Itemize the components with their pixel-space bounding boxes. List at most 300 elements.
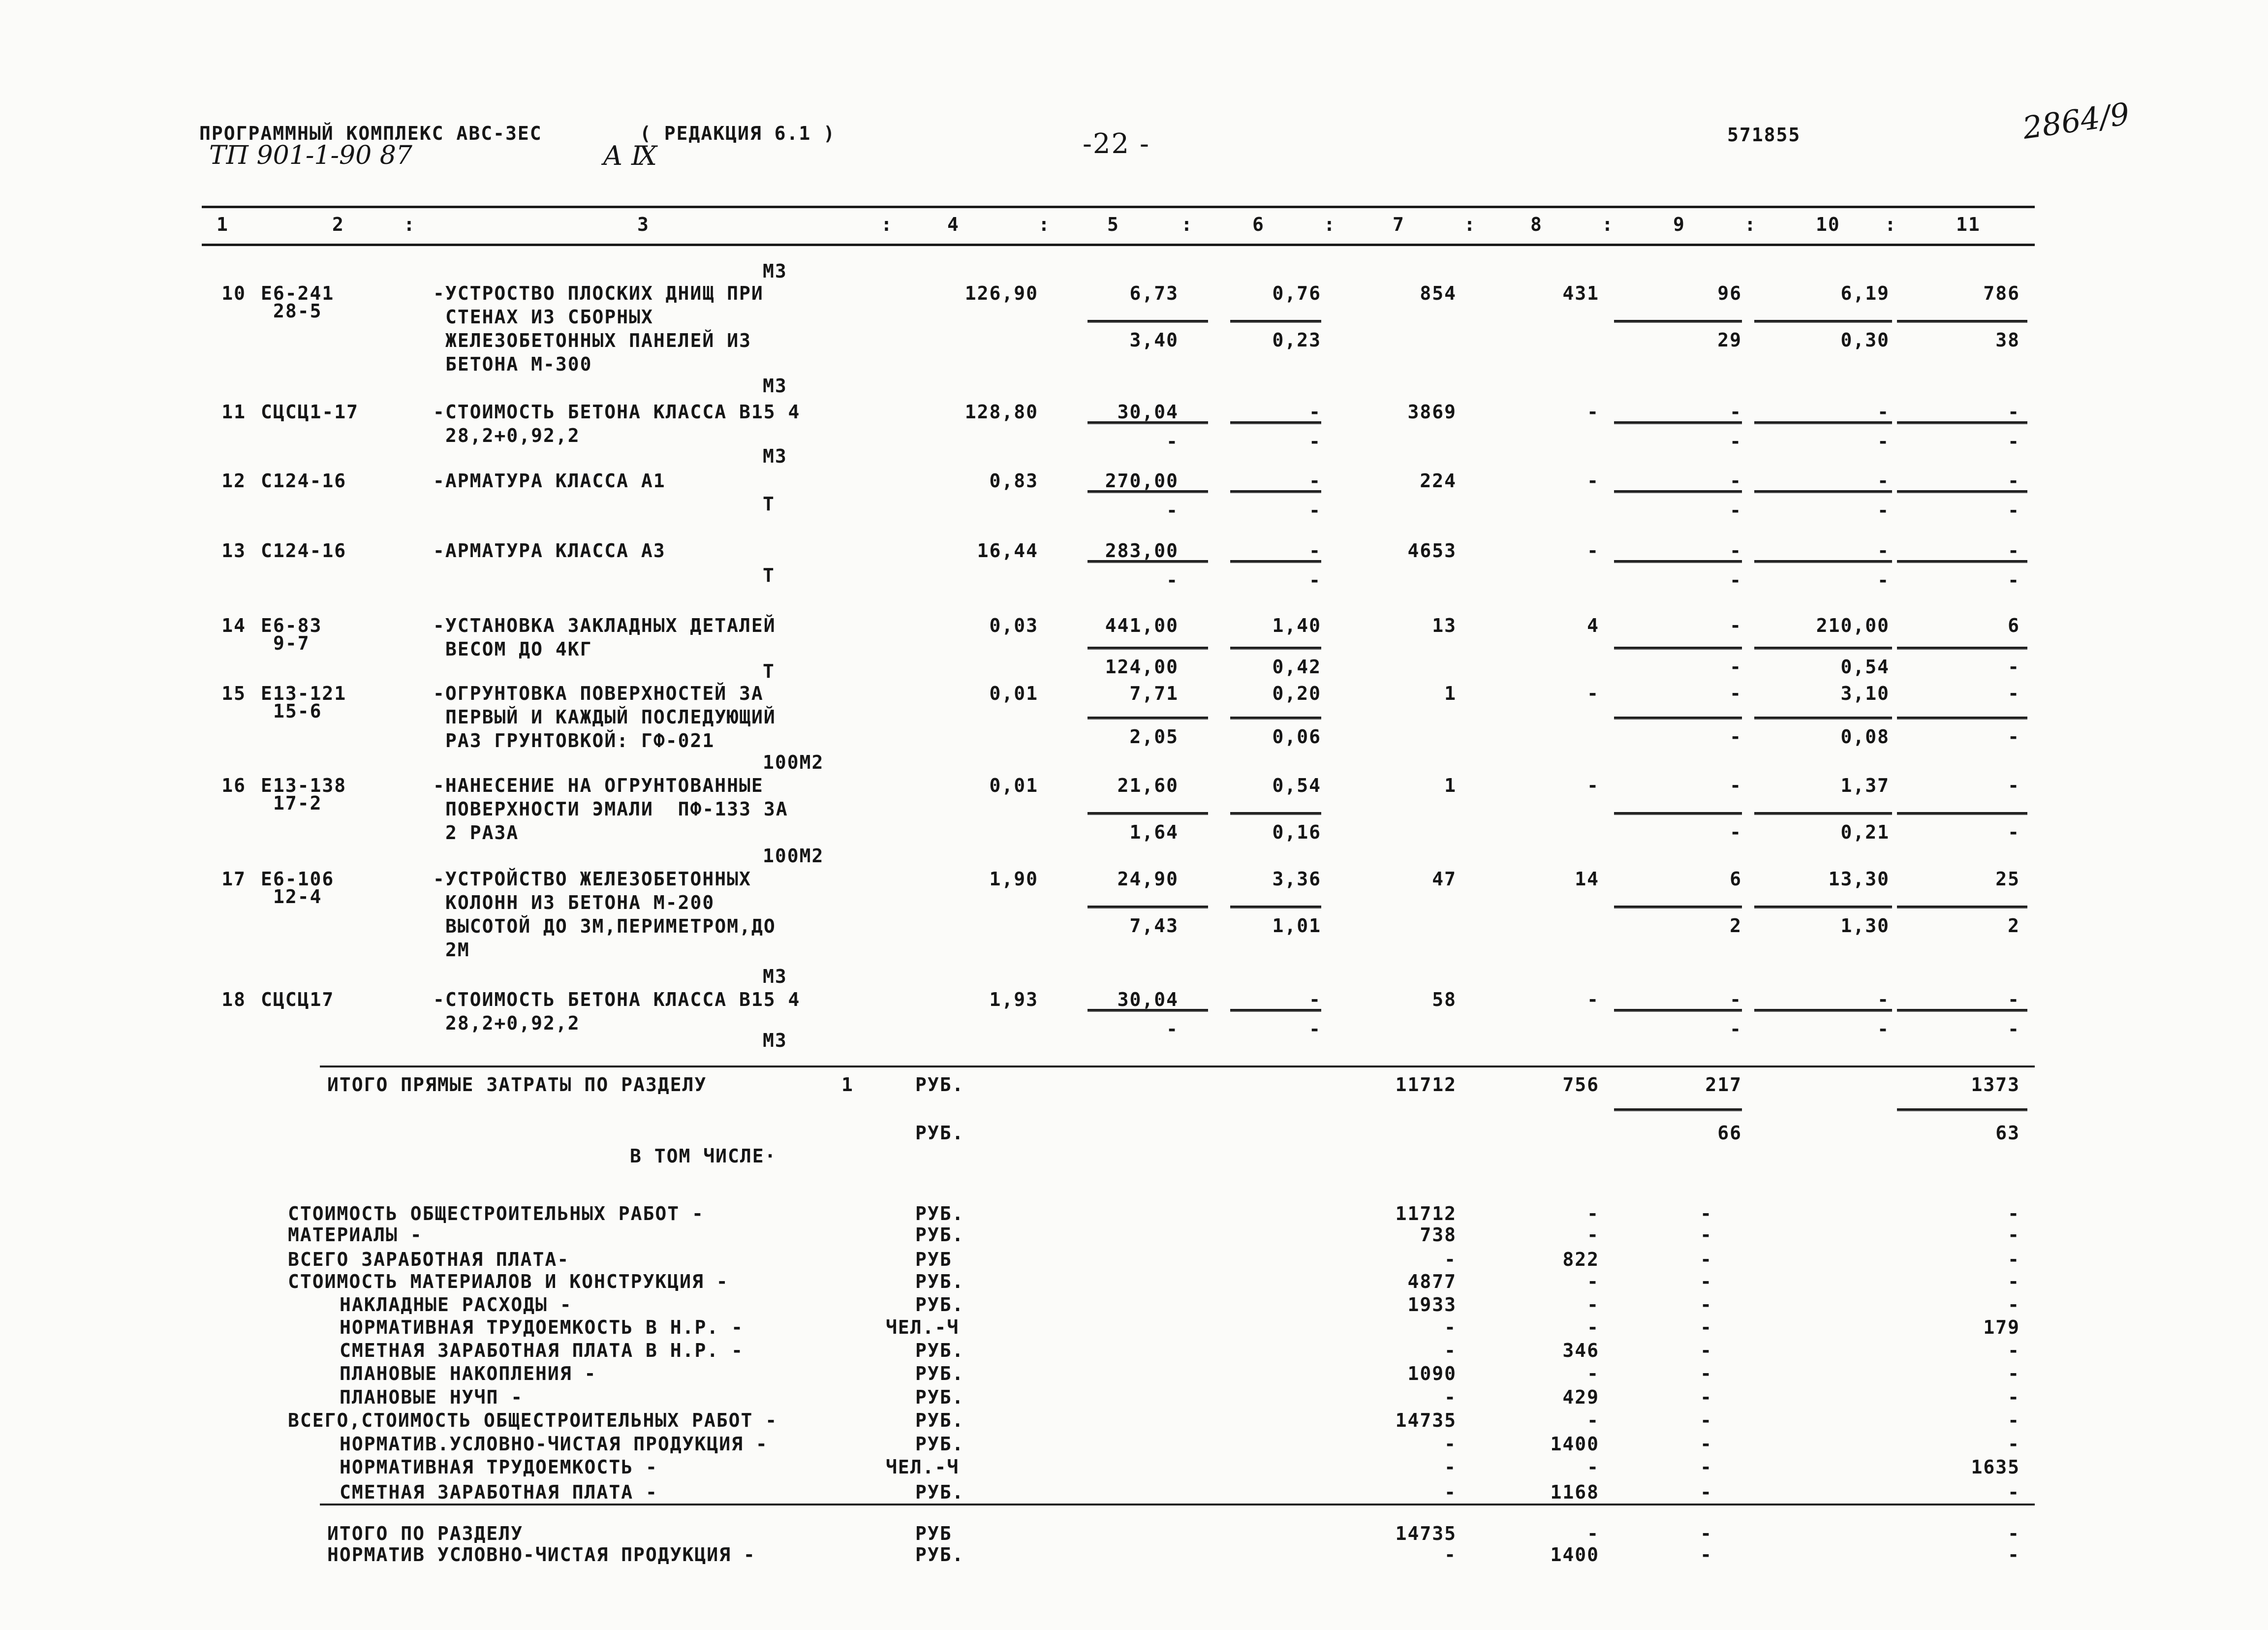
breakdown-c7: 4877 bbox=[1407, 1271, 1457, 1292]
breakdown-c9: - bbox=[1700, 1249, 1712, 1270]
totals-c11b: 63 bbox=[1995, 1122, 2020, 1144]
cell-qty: 0,01 bbox=[989, 683, 1038, 704]
cell-divider bbox=[1230, 560, 1321, 563]
cell-divider bbox=[1087, 421, 1208, 424]
work-description: 2 РАЗА bbox=[445, 822, 519, 844]
cell-c5: 441,00 bbox=[1105, 615, 1179, 636]
totals-end-rule bbox=[320, 1504, 2035, 1505]
row-number: 17 bbox=[221, 868, 246, 890]
work-description: 28,2+0,92,2 bbox=[445, 425, 580, 446]
cell-divider bbox=[1230, 647, 1321, 650]
row-number: 11 bbox=[221, 401, 246, 423]
row-number: 10 bbox=[221, 282, 246, 304]
cell-divider bbox=[1897, 560, 2027, 563]
breakdown-c8: - bbox=[1587, 1456, 1599, 1478]
breakdown-c11: - bbox=[2008, 1294, 2020, 1316]
cell-c6: 0,76 bbox=[1272, 282, 1321, 304]
cell-c5b: - bbox=[1166, 1018, 1179, 1040]
col-num-10: 10 bbox=[1816, 214, 1840, 235]
totals-unit2: РУБ. bbox=[915, 1122, 964, 1144]
work-description: -НАНЕСЕНИЕ НА ОГРУНТОВАННЫЕ bbox=[433, 775, 764, 796]
cell-c5b: - bbox=[1166, 431, 1179, 452]
breakdown-c9: - bbox=[1700, 1433, 1712, 1455]
totals-section: 1 bbox=[841, 1074, 854, 1096]
breakdown-c7: - bbox=[1444, 1481, 1457, 1503]
breakdown-unit: РУБ. bbox=[915, 1271, 964, 1292]
work-description: -УСТРОСТВО ПЛОСКИХ ДНИЩ ПРИ bbox=[433, 282, 764, 304]
cell-c6: 1,40 bbox=[1272, 615, 1321, 636]
final-c8: 1400 bbox=[1550, 1544, 1599, 1566]
cell-qty: 126,90 bbox=[964, 282, 1038, 304]
breakdown-c8: 1168 bbox=[1550, 1481, 1599, 1503]
cell-c6b: - bbox=[1309, 431, 1321, 452]
breakdown-c9: - bbox=[1700, 1271, 1712, 1292]
cell-c6b: 0,23 bbox=[1272, 329, 1321, 351]
program-title: ПРОГРАММНЫЙ КОМПЛЕКС АВС-3ЕС bbox=[199, 123, 542, 144]
cell-c6: - bbox=[1309, 470, 1321, 492]
cell-divider bbox=[1614, 421, 1742, 424]
norm-code: Е6-106 bbox=[261, 868, 335, 890]
breakdown-unit: ЧЕЛ.-Ч bbox=[886, 1456, 960, 1478]
final-unit: РУБ. bbox=[915, 1544, 964, 1566]
unit-label: М3 bbox=[763, 260, 787, 282]
cell-c8: - bbox=[1587, 401, 1599, 423]
breakdown-unit: РУБ. bbox=[915, 1433, 964, 1455]
cell-divider bbox=[1897, 421, 2027, 424]
cell-c11b: - bbox=[2008, 821, 2020, 843]
breakdown-c9: - bbox=[1700, 1363, 1712, 1384]
breakdown-label: МАТЕРИАЛЫ - bbox=[288, 1224, 423, 1246]
breakdown-c11: - bbox=[2008, 1271, 2020, 1292]
cell-divider bbox=[1614, 560, 1742, 563]
cell-c6: - bbox=[1309, 540, 1321, 562]
breakdown-label: НОРМАТИВНАЯ ТРУДОЕМКОСТЬ В Н.Р. - bbox=[340, 1317, 744, 1338]
album-number: А Ⅸ bbox=[603, 140, 657, 171]
unit-label: Т bbox=[763, 660, 775, 682]
breakdown-c8: 429 bbox=[1562, 1386, 1599, 1408]
cell-c10: 13,30 bbox=[1828, 868, 1890, 890]
cell-divider bbox=[1754, 490, 1892, 493]
cell-c11: - bbox=[2008, 683, 2020, 704]
cell-c11b: 38 bbox=[1995, 329, 2020, 351]
cell-c7: 47 bbox=[1432, 868, 1457, 890]
cell-c7: 1 bbox=[1444, 683, 1457, 704]
cell-c9b: - bbox=[1730, 656, 1742, 678]
breakdown-c8: - bbox=[1587, 1317, 1599, 1338]
breakdown-c11: - bbox=[2008, 1386, 2020, 1408]
cell-c6: - bbox=[1309, 989, 1321, 1010]
norm-code: Е13-121 bbox=[261, 683, 347, 704]
norm-code: С124-16 bbox=[261, 470, 347, 492]
col-num-3: 3 bbox=[637, 214, 650, 235]
cell-c10: - bbox=[1877, 470, 1890, 492]
header-rule-bottom bbox=[202, 244, 2035, 246]
cell-c11: - bbox=[2008, 775, 2020, 796]
col-num-5: 5 bbox=[1107, 214, 1119, 235]
breakdown-label: ПЛАНОВЫЕ НАКОПЛЕНИЯ - bbox=[340, 1363, 597, 1384]
cell-c9: 6 bbox=[1730, 868, 1742, 890]
cell-c5: 30,04 bbox=[1117, 401, 1179, 423]
row-number: 15 bbox=[221, 683, 246, 704]
norm-code-2: 15-6 bbox=[273, 700, 322, 722]
breakdown-unit: ЧЕЛ.-Ч bbox=[886, 1317, 960, 1338]
cell-c9: - bbox=[1730, 775, 1742, 796]
breakdown-c11: - bbox=[2008, 1249, 2020, 1270]
cell-divider bbox=[1897, 717, 2027, 720]
cell-c11b: - bbox=[2008, 569, 2020, 591]
cell-c6b: 0,16 bbox=[1272, 821, 1321, 843]
cell-divider bbox=[1897, 647, 2027, 650]
cell-c9: - bbox=[1730, 989, 1742, 1010]
cell-divider bbox=[1087, 490, 1208, 493]
work-description: -УСТАНОВКА ЗАКЛАДНЫХ ДЕТАЛЕЙ bbox=[433, 615, 776, 636]
cell-divider bbox=[1230, 421, 1321, 424]
work-description: ПЕРВЫЙ И КАЖДЫЙ ПОСЛЕДУЮЩИЙ bbox=[445, 706, 776, 728]
work-description: -СТОИМОСТЬ БЕТОНА КЛАССА В15 4 bbox=[433, 401, 801, 423]
breakdown-unit: РУБ. bbox=[915, 1340, 964, 1361]
cell-c5: 7,71 bbox=[1129, 683, 1179, 704]
edition: ( РЕДАКЦИЯ 6.1 ) bbox=[640, 123, 836, 144]
breakdown-c7: - bbox=[1444, 1456, 1457, 1478]
cell-c10b: 0,08 bbox=[1840, 726, 1890, 748]
cell-c10: - bbox=[1877, 540, 1890, 562]
final-label: ИТОГО ПО РАЗДЕЛУ bbox=[327, 1523, 524, 1544]
cell-divider bbox=[1614, 906, 1742, 909]
col-sep: : bbox=[1602, 214, 1614, 235]
cell-c6b: 1,01 bbox=[1272, 915, 1321, 937]
cell-c9b: - bbox=[1730, 569, 1742, 591]
breakdown-c7: 11712 bbox=[1395, 1203, 1457, 1224]
cell-c6: - bbox=[1309, 401, 1321, 423]
work-description: -УСТРОЙСТВО ЖЕЛЕЗОБЕТОННЫХ bbox=[433, 868, 751, 890]
breakdown-c11: - bbox=[2008, 1363, 2020, 1384]
col-sep: : bbox=[1324, 214, 1336, 235]
cell-c9: - bbox=[1730, 683, 1742, 704]
cell-divider bbox=[1230, 320, 1321, 323]
breakdown-c8: - bbox=[1587, 1363, 1599, 1384]
norm-code: СЦСЦ17 bbox=[261, 989, 335, 1010]
norm-code: СЦСЦ1-17 bbox=[261, 401, 359, 423]
breakdown-c8: 1400 bbox=[1550, 1433, 1599, 1455]
breakdown-unit: РУБ bbox=[915, 1249, 952, 1270]
cell-qty: 0,03 bbox=[989, 615, 1038, 636]
unit-label: М3 bbox=[763, 375, 787, 397]
cell-qty: 0,01 bbox=[989, 775, 1038, 796]
breakdown-unit: РУБ. bbox=[915, 1386, 964, 1408]
cell-c7: 1 bbox=[1444, 775, 1457, 796]
cell-c8: 14 bbox=[1575, 868, 1599, 890]
breakdown-label: ПЛАНОВЫЕ НУЧП - bbox=[340, 1386, 524, 1408]
cell-c6: 3,36 bbox=[1272, 868, 1321, 890]
cell-c7: 13 bbox=[1432, 615, 1457, 636]
unit-label: Т bbox=[763, 493, 775, 515]
cell-c5b: 7,43 bbox=[1129, 915, 1179, 937]
breakdown-c8: - bbox=[1587, 1203, 1599, 1224]
cell-c6b: 0,42 bbox=[1272, 656, 1321, 678]
cell-c9: - bbox=[1730, 470, 1742, 492]
breakdown-label: СМЕТНАЯ ЗАРАБОТНАЯ ПЛАТА - bbox=[340, 1481, 658, 1503]
cell-divider bbox=[1087, 906, 1208, 909]
cell-c9: - bbox=[1730, 540, 1742, 562]
col-num-7: 7 bbox=[1393, 214, 1405, 235]
breakdown-label: НАКЛАДНЫЕ РАСХОДЫ - bbox=[340, 1294, 572, 1316]
work-description: КОЛОНН ИЗ БЕТОНА М-200 bbox=[445, 892, 715, 913]
breakdown-label: СТОИМОСТЬ ОБЩЕСТРОИТЕЛЬНЫХ РАБОТ - bbox=[288, 1203, 704, 1224]
breakdown-label: СМЕТНАЯ ЗАРАБОТНАЯ ПЛАТА В Н.Р. - bbox=[340, 1340, 744, 1361]
col-num-1: 1 bbox=[217, 214, 229, 235]
sheet-number: 2864/9 bbox=[2020, 95, 2132, 146]
breakdown-unit: РУБ. bbox=[915, 1203, 964, 1224]
breakdown-c7: 1933 bbox=[1407, 1294, 1457, 1316]
totals-c7: 11712 bbox=[1395, 1074, 1457, 1096]
cell-c5: 6,73 bbox=[1129, 282, 1179, 304]
col-sep: : bbox=[404, 214, 416, 235]
cell-c10b: - bbox=[1877, 1018, 1890, 1040]
cell-divider bbox=[1230, 906, 1321, 909]
items-end-rule bbox=[320, 1066, 2035, 1067]
cell-divider bbox=[1754, 906, 1892, 909]
work-description: БЕТОНА М-300 bbox=[445, 353, 592, 375]
norm-code-2: 12-4 bbox=[273, 886, 322, 908]
breakdown-c9: - bbox=[1700, 1456, 1712, 1478]
doc-number: ТП 901-1-90 87 bbox=[209, 141, 412, 170]
cell-c10b: 0,30 bbox=[1840, 329, 1890, 351]
cell-c10: 210,00 bbox=[1816, 615, 1890, 636]
col-sep: : bbox=[1464, 214, 1476, 235]
cell-c9: - bbox=[1730, 615, 1742, 636]
unit-label: 100М2 bbox=[763, 752, 824, 773]
unit-label: М3 bbox=[763, 966, 787, 987]
cell-c11b: - bbox=[2008, 431, 2020, 452]
breakdown-unit: РУБ. bbox=[915, 1294, 964, 1316]
unit-label: Т bbox=[763, 564, 775, 586]
cell-c8: - bbox=[1587, 775, 1599, 796]
norm-code: С124-16 bbox=[261, 540, 347, 562]
final-c8: - bbox=[1587, 1523, 1599, 1544]
cell-c5b: - bbox=[1166, 569, 1179, 591]
final-c7: 14735 bbox=[1395, 1523, 1457, 1544]
cell-divider bbox=[1754, 320, 1892, 323]
breakdown-c9: - bbox=[1700, 1410, 1712, 1431]
breakdown-c11: 1635 bbox=[1971, 1456, 2020, 1478]
cell-c7: 224 bbox=[1420, 470, 1457, 492]
cell-c5b: 3,40 bbox=[1129, 329, 1179, 351]
cell-c5: 270,00 bbox=[1105, 470, 1179, 492]
cell-c10: 1,37 bbox=[1840, 775, 1890, 796]
col-sep: : bbox=[1744, 214, 1757, 235]
final-c7: - bbox=[1444, 1544, 1457, 1566]
project-code: 571855 bbox=[1727, 124, 1801, 146]
cell-c11b: - bbox=[2008, 1018, 2020, 1040]
cell-divider bbox=[1230, 717, 1321, 720]
cell-c8: 431 bbox=[1562, 282, 1599, 304]
cell-qty: 1,93 bbox=[989, 989, 1038, 1010]
cell-divider bbox=[1614, 1009, 1742, 1012]
cell-c10b: - bbox=[1877, 569, 1890, 591]
cell-c5: 24,90 bbox=[1117, 868, 1179, 890]
breakdown-c11: - bbox=[2008, 1433, 2020, 1455]
totals-c11: 1373 bbox=[1971, 1074, 2020, 1096]
final-unit: РУБ bbox=[915, 1523, 952, 1544]
breakdown-c9: - bbox=[1700, 1340, 1712, 1361]
breakdown-c7: 1090 bbox=[1407, 1363, 1457, 1384]
cell-divider bbox=[1087, 812, 1208, 815]
cell-divider bbox=[1897, 490, 2027, 493]
cell-qty: 1,90 bbox=[989, 868, 1038, 890]
cell-qty: 0,83 bbox=[989, 470, 1038, 492]
cell-c7: 3869 bbox=[1407, 401, 1457, 423]
cell-c9b: - bbox=[1730, 821, 1742, 843]
breakdown-unit: РУБ. bbox=[915, 1363, 964, 1384]
breakdown-c11: - bbox=[2008, 1410, 2020, 1431]
breakdown-c9: - bbox=[1700, 1224, 1712, 1246]
norm-code-2: 9-7 bbox=[273, 632, 310, 654]
cell-divider bbox=[1230, 812, 1321, 815]
cell-c11b: - bbox=[2008, 656, 2020, 678]
norm-code: Е13-138 bbox=[261, 775, 347, 796]
row-number: 12 bbox=[221, 470, 246, 492]
breakdown-c9: - bbox=[1700, 1481, 1712, 1503]
cell-c8: - bbox=[1587, 683, 1599, 704]
cell-divider bbox=[1087, 647, 1208, 650]
cell-c11: - bbox=[2008, 401, 2020, 423]
breakdown-c7: 14735 bbox=[1395, 1410, 1457, 1431]
cell-divider bbox=[1754, 1009, 1892, 1012]
page-number: -22 - bbox=[1083, 128, 1150, 160]
cell-divider bbox=[1897, 812, 2027, 815]
cell-divider bbox=[1754, 560, 1892, 563]
cell-divider bbox=[1754, 421, 1892, 424]
cell-divider bbox=[1230, 490, 1321, 493]
cell-c8: 4 bbox=[1587, 615, 1599, 636]
breakdown-c11: - bbox=[2008, 1203, 2020, 1224]
cell-c10: - bbox=[1877, 989, 1890, 1010]
cell-c11: 786 bbox=[1983, 282, 2020, 304]
breakdown-c9: - bbox=[1700, 1317, 1712, 1338]
cell-divider bbox=[1754, 717, 1892, 720]
cell-divider bbox=[1897, 320, 2027, 323]
breakdown-c9: - bbox=[1700, 1386, 1712, 1408]
breakdown-c7: 738 bbox=[1420, 1224, 1457, 1246]
breakdown-c7: - bbox=[1444, 1386, 1457, 1408]
cell-c11b: - bbox=[2008, 726, 2020, 748]
breakdown-unit: РУБ. bbox=[915, 1410, 964, 1431]
work-description: -СТОИМОСТЬ БЕТОНА КЛАССА В15 4 bbox=[433, 989, 801, 1010]
final-label: НОРМАТИВ УСЛОВНО-ЧИСТАЯ ПРОДУКЦИЯ - bbox=[327, 1544, 756, 1566]
cell-c6: 0,54 bbox=[1272, 775, 1321, 796]
cell-divider bbox=[1614, 490, 1742, 493]
cell-c9b: - bbox=[1730, 500, 1742, 521]
header-rule-top bbox=[202, 206, 2035, 208]
cell-c7: 58 bbox=[1432, 989, 1457, 1010]
cell-c9b: - bbox=[1730, 1018, 1742, 1040]
cell-c5: 283,00 bbox=[1105, 540, 1179, 562]
breakdown-label: ВСЕГО ЗАРАБОТНАЯ ПЛАТА- bbox=[288, 1249, 570, 1270]
cell-c10b: - bbox=[1877, 431, 1890, 452]
cell-c9b: 2 bbox=[1730, 915, 1742, 937]
breakdown-c7: - bbox=[1444, 1433, 1457, 1455]
col-num-9: 9 bbox=[1673, 214, 1685, 235]
totals-unit: РУБ. bbox=[915, 1074, 964, 1096]
cell-c6b: - bbox=[1309, 1018, 1321, 1040]
cell-c7: 4653 bbox=[1407, 540, 1457, 562]
cell-divider bbox=[1230, 1009, 1321, 1012]
breakdown-c8: 822 bbox=[1562, 1249, 1599, 1270]
unit-label: М3 bbox=[763, 445, 787, 467]
norm-code-2: 17-2 bbox=[273, 792, 322, 814]
cell-c10b: 0,21 bbox=[1840, 821, 1890, 843]
work-description: -АРМАТУРА КЛАССА А1 bbox=[433, 470, 666, 492]
col-sep: : bbox=[1885, 214, 1897, 235]
cell-c10: 6,19 bbox=[1840, 282, 1890, 304]
totals-c8: 756 bbox=[1562, 1074, 1599, 1096]
row-number: 18 bbox=[221, 989, 246, 1010]
cell-divider bbox=[1087, 1009, 1208, 1012]
totals-c9: 217 bbox=[1705, 1074, 1742, 1096]
cell-c9b: 29 bbox=[1717, 329, 1742, 351]
cell-c5b: - bbox=[1166, 500, 1179, 521]
cell-c8: - bbox=[1587, 540, 1599, 562]
breakdown-c11: - bbox=[2008, 1340, 2020, 1361]
cell-c10: - bbox=[1877, 401, 1890, 423]
breakdown-c8: 346 bbox=[1562, 1340, 1599, 1361]
final-c11: - bbox=[2008, 1544, 2020, 1566]
work-description: 2М bbox=[445, 939, 470, 961]
cell-c5: 21,60 bbox=[1117, 775, 1179, 796]
work-description: -АРМАТУРА КЛАССА А3 bbox=[433, 540, 666, 562]
cell-c7: 854 bbox=[1420, 282, 1457, 304]
cell-c10: 3,10 bbox=[1840, 683, 1890, 704]
cell-c5b: 1,64 bbox=[1129, 821, 1179, 843]
cell-c11: - bbox=[2008, 470, 2020, 492]
breakdown-c11: 179 bbox=[1983, 1317, 2020, 1338]
breakdown-label: ВСЕГО,СТОИМОСТЬ ОБЩЕСТРОИТЕЛЬНЫХ РАБОТ - bbox=[288, 1410, 778, 1431]
cell-divider bbox=[1614, 320, 1742, 323]
row-number: 14 bbox=[221, 615, 246, 636]
cell-c6b: 0,06 bbox=[1272, 726, 1321, 748]
col-num-2: 2 bbox=[332, 214, 344, 235]
cell-c10b: 1,30 bbox=[1840, 915, 1890, 937]
including-label: В ТОМ ЧИСЛЕ· bbox=[630, 1145, 777, 1167]
cell-qty: 16,44 bbox=[977, 540, 1038, 562]
col-num-8: 8 bbox=[1530, 214, 1543, 235]
breakdown-c9: - bbox=[1700, 1203, 1712, 1224]
breakdown-c7: - bbox=[1444, 1317, 1457, 1338]
work-description: РАЗ ГРУНТОВКОЙ: ГФ-021 bbox=[445, 730, 715, 752]
cell-c11b: 2 bbox=[2008, 915, 2020, 937]
cell-divider bbox=[1614, 812, 1742, 815]
cell-c6b: - bbox=[1309, 569, 1321, 591]
work-description: СТЕНАХ ИЗ СБОРНЫХ bbox=[445, 306, 653, 328]
totals-c9b: 66 bbox=[1717, 1122, 1742, 1144]
breakdown-c8: - bbox=[1587, 1224, 1599, 1246]
norm-code: Е6-83 bbox=[261, 615, 322, 636]
cell-divider bbox=[1754, 812, 1892, 815]
final-c9: - bbox=[1700, 1544, 1712, 1566]
col-sep: : bbox=[1038, 214, 1051, 235]
cell-c11: 25 bbox=[1995, 868, 2020, 890]
cell-qty: 128,80 bbox=[964, 401, 1038, 423]
cell-c6b: - bbox=[1309, 500, 1321, 521]
breakdown-label: НОРМАТИВНАЯ ТРУДОЕМКОСТЬ - bbox=[340, 1456, 658, 1478]
col-sep: : bbox=[1181, 214, 1193, 235]
breakdown-c8: - bbox=[1587, 1271, 1599, 1292]
cell-c9: 96 bbox=[1717, 282, 1742, 304]
cell-divider bbox=[1087, 717, 1208, 720]
breakdown-c11: - bbox=[2008, 1481, 2020, 1503]
work-description: -ОГРУНТОВКА ПОВЕРХНОСТЕЙ ЗА bbox=[433, 683, 764, 704]
work-description: 28,2+0,92,2 bbox=[445, 1012, 580, 1034]
